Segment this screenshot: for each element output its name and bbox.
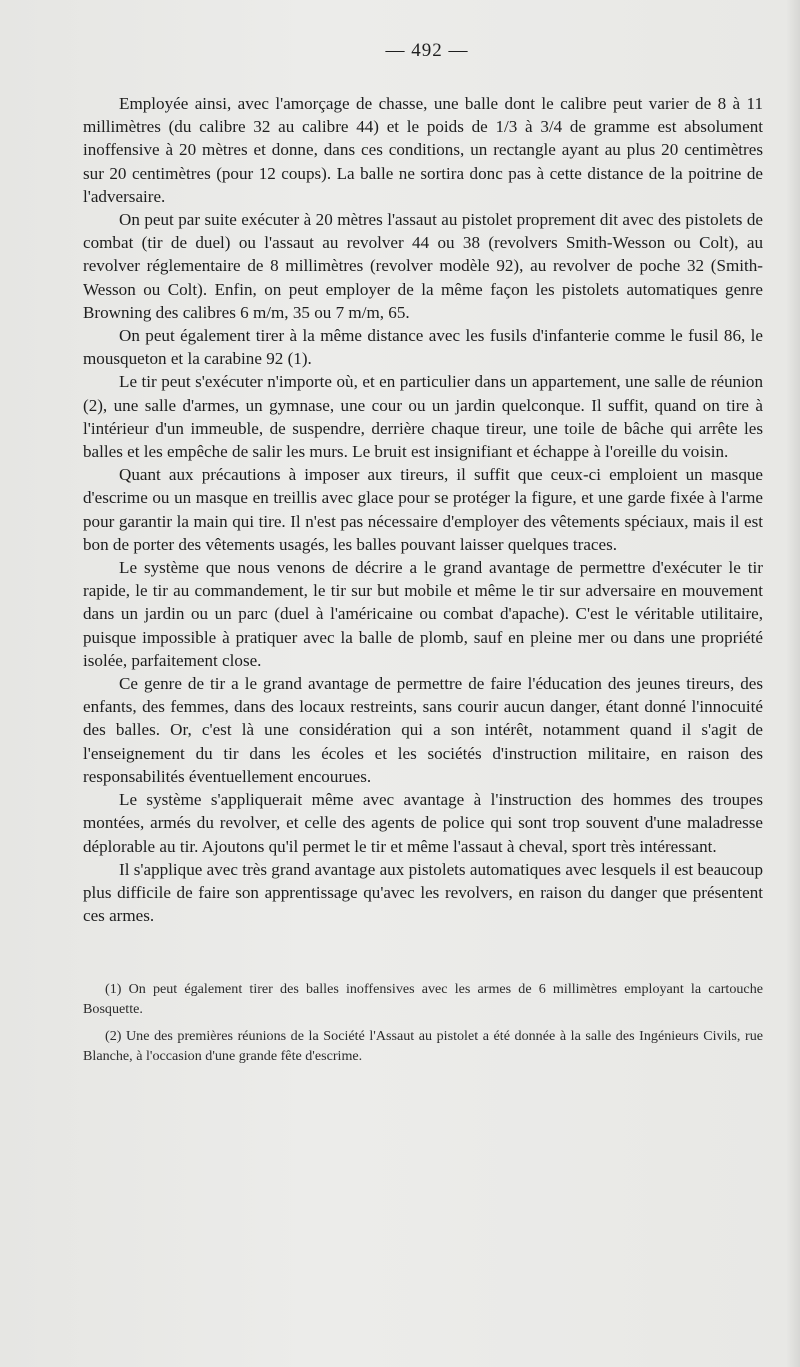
paragraph: On peut également tirer à la même distance avec les fusils d'infanterie comme le fusil 86, le mousqueton et la carabine 92 (1). bbox=[83, 326, 763, 369]
paragraph: Le tir peut s'exécuter n'importe où, et en particulier dans un appartement, une salle de réunion (2), une salle d'armes, un gymnase, une cour ou un jardin quelconque. Il suffit, quand on tire à l'intérieur d'un immeuble, de suspendre, derrière chaque tireur, une toile de bâche qui arrête les balles et les empêche de salir les murs. Le bruit est insignifiant et échappe à l'oreille du voisin. bbox=[83, 372, 763, 462]
paragraph: Quant aux précautions à imposer aux tireurs, il suffit que ceux-ci emploient un masque d'escrime ou un masque en treillis avec glace pour se protéger la figure, et une garde fixée à l'arme pour garantir la main qui tire. Il n'est pas nécessaire d'employer des vêtements spéciaux, mais il est bon de porter des vêtements usagés, les balles pouvant laisser quelques traces. bbox=[83, 465, 763, 554]
paragraph: Employée ainsi, avec l'amorçage de chasse, une balle dont le calibre peut varier de 8 à 11 millimètres (du calibre 32 au calibre 44) et le poids de 1/3 à 3/4 de gramme est absolument inoffensive à 20 mètres et donne, dans ces conditions, un rectangle ayant au plus 20 centimètres sur 20 centimètres (pour 12 coups). La balle ne sortira donc pas à cette distance de la poitrine de l'adversaire. bbox=[83, 94, 763, 206]
paragraph: Ce genre de tir a le grand avantage de permettre de faire l'éducation des jeunes tireurs, des enfants, des femmes, dans des locaux restreints, sans courir aucun danger, étant donné l'innocuité des balles. Or, c'est là une considération qui a son intérêt, notamment quand il s'agit de l'enseignement du tir dans les écoles et les sociétés d'instruction militaire, en raison des responsabilités éventuellement encourues. bbox=[83, 674, 763, 786]
footnote-spacer bbox=[83, 927, 763, 979]
paragraph: Il s'applique avec très grand avantage aux pistolets automatiques avec lesquels il est beaucoup plus difficile de faire son apprentissage qu'avec les revolvers, en raison du danger que présentent ces armes. bbox=[83, 859, 763, 926]
body-text bbox=[83, 92, 763, 927]
footnote: (2) Une des premières réunions de la Société l'Assaut au pistolet a été donnée à la salle des Ingénieurs Civils, rue Blanche, à l'occasion d'une grande fête d'escrime. bbox=[83, 1028, 763, 1065]
paragraph: Le système que nous venons de décrire a le grand avantage de permettre d'exécuter le tir rapide, le tir au commandement, le tir sur but mobile et même le tir sur adversaire en mouvement dans un jardin ou un parc (duel à l'américaine ou combat d'apache). C'est le véritable utilitaire, puisque impossible à pratiquer avec la balle de plomb, sauf en pleine mer ou dans une propriété isolée, parfaitement close. bbox=[83, 558, 763, 670]
page-edge-shadow bbox=[786, 0, 800, 1367]
page-number: — 492 — bbox=[385, 40, 469, 61]
footnotes bbox=[83, 979, 763, 1066]
footnote: (1) On peut également tirer des balles inoffensives avec les armes de 6 millimètres employant la cartouche Bosquette. bbox=[83, 981, 763, 1018]
paragraph: Le système s'appliquerait même avec avantage à l'instruction des hommes des troupes montées, armés du revolver, et celle des agents de police qui sont trop souvent d'une maladresse déplorable au tir. Ajoutons qu'il permet le tir et même l'assaut à cheval, sport très intéressant. bbox=[83, 790, 763, 856]
paragraph: On peut par suite exécuter à 20 mètres l'assaut au pistolet proprement dit avec des pistolets de combat (tir de duel) ou l'assaut au revolver 44 ou 38 (revolvers Smith-Wesson ou Colt), au revolver réglementaire de 8 millimètres (revolver modèle 92), au revolver de poche 32 (Smith-Wesson ou Colt). Enfin, on peut employer de la même façon les pistolets automatiques genre Browning des calibres 6 m/m, 35 ou 7 m/m, 65. bbox=[83, 210, 763, 322]
